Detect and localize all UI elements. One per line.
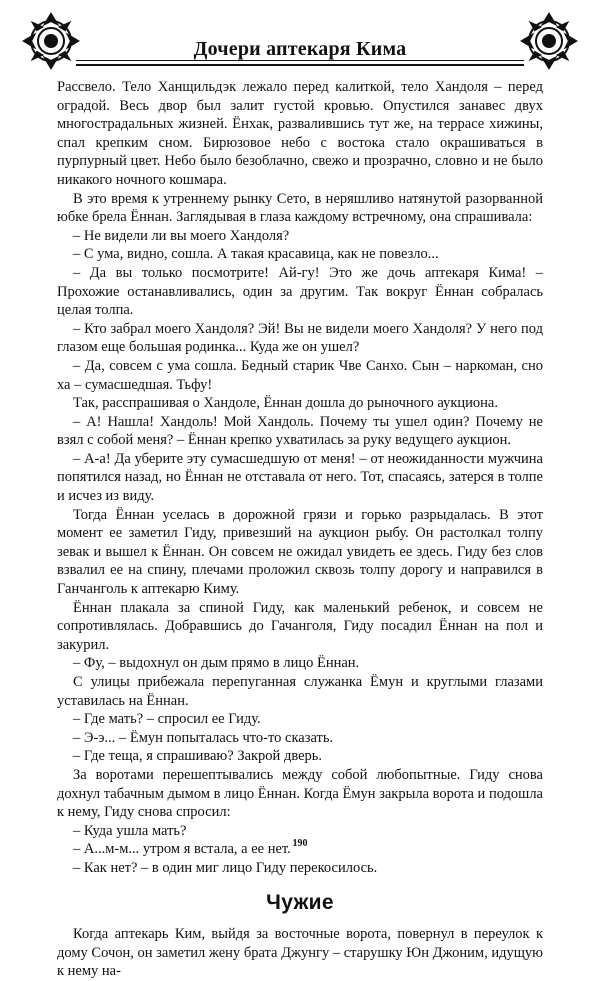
running-title: Дочери аптекаря Кима: [193, 38, 407, 60]
section-heading: Чужие: [266, 890, 334, 914]
paragraph: Тогда Ённан уселась в дорожной грязи и горько разрыдалась. В этот момент ее заметил Гиду, привезший на аукцион рыбу. Он растолкал толпу зевак и вышел к Ённан. Он совсем не ожидал увидеть ее здесь. Гиду без слов взвалил ее на спину, плечами проложил сквозь толпу дорогу и направился в Ганчанголь к аптекарю Киму.: [57, 506, 543, 598]
dialogue-line: – Да, совсем с ума сошла. Бедный старик Чве Санхо. Сын – наркоман, сно ха – сумасшедшая. Тьфу!: [57, 357, 543, 393]
dialogue-line: – Куда ушла мать?: [73, 822, 187, 839]
dialogue-line: – А-а! Да уберите эту сумасшедшую от меня! – от неожиданности мужчина попятился назад, но Ённан не отставала от него. Тот, спасаясь, затерся в толпе и исчез из виду.: [57, 450, 543, 505]
paragraph: Когда аптекарь Ким, выйдя за восточные ворота, повернул в переулок к дому Сочон, он заметил жену брата Джунгу – старушку Юн Джоним, идущую к нему на-: [57, 926, 543, 980]
dialogue-line: – С ума, видно, сошла. А такая красавица, как не повезло...: [73, 246, 439, 263]
dialogue-line: – А...м-м... утром я встала, а ее нет.: [73, 841, 291, 858]
page-number: 190: [292, 838, 308, 849]
dialogue-line: – Кто забрал моего Хандоля? Эй! Вы не видели моего Хандоля? У него под глазом еще большая родинка... Куда же он ушел?: [57, 320, 543, 356]
dialogue-line: – Да вы только посмотрите! Ай-гу! Это же дочь аптекаря Кима! – Прохожие останавливались, один за другим. Так вокруг Ённан собралась целая толпа.: [57, 264, 543, 319]
dialogue-line: – А! Нашла! Хандоль! Мой Хандоль. Почему ты ушел один? Почему не взял с собой меня? – Ённан крепко ухватилась за руку ведущего аукцион.: [57, 413, 543, 449]
dialogue-line: – Где мать? – спросил ее Гиду.: [73, 711, 261, 728]
running-header: [22, 10, 578, 72]
paragraph: В это время к утреннему рынку Сето, в неряшливо натянутой разорванной юбке брела Ённан. Заглядывая в глаза каждому встречному, она спрашивала:: [57, 190, 543, 226]
paragraph: Так, расспрашивая о Хандоле, Ённан дошла до рыночного аукциона.: [73, 395, 498, 412]
paragraph: Рассвело. Тело Ханщильдэк лежало перед калиткой, тело Хандоля – перед оградой. Весь двор был залит густой кровью. Опустился занавес двух многострадальных жизней. Ёнхак, развалившись тут же, на террасе хижины, спал крепким сном. Бирюзовое небо с востока стало окрашиваться в пурпурный цвет. Небо было безоблачно, свежо и прозрачно, словно и не было никакого ночного кошмара.: [57, 79, 543, 188]
ornament-icon: [520, 10, 578, 72]
paragraph: С улицы прибежала перепуганная служанка Ёмун и круглыми глазами уставилась на Ённан.: [57, 674, 543, 709]
paragraph: Ённан плакала за спиной Гиду, как маленький ребенок, и совсем не сопротивлялась. Добравшись до Гачанголя, Гиду посадил Ённан на пол и закурил.: [57, 599, 543, 653]
dialogue-line: – Фу, – выдохнул он дым прямо в лицо Ённан.: [73, 655, 360, 672]
dialogue-line: – Э-э... – Ёмун попыталась что-то сказать.: [73, 729, 334, 746]
paragraph: За воротами перешептывались между собой любопытные. Гиду снова дохнул табачным дымом в лицо Ённан. Когда Ёмун закрыла ворота и подошла к нему, Гиду снова спросил:: [57, 766, 543, 821]
header-rule: [76, 64, 524, 66]
dialogue-line: – Где теща, я спрашиваю? Закрой дверь.: [73, 748, 323, 765]
dialogue-line: – Не видели ли вы моего Хандоля?: [73, 227, 290, 244]
dialogue-line: – Как нет? – в один миг лицо Гиду перекосилось.: [73, 859, 378, 876]
